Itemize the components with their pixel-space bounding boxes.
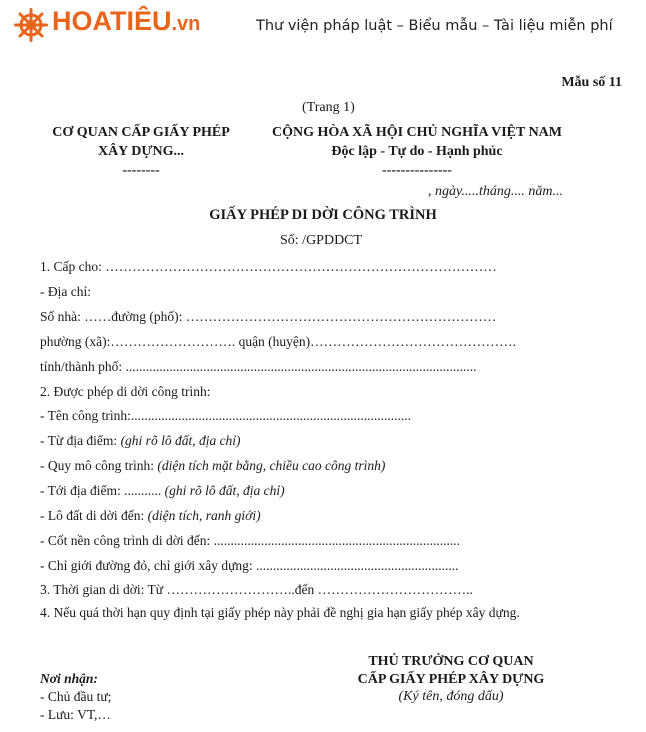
field-label: Số nhà: ……đường (phố):	[40, 309, 186, 324]
agency-line-1: CƠ QUAN CẤP GIẤY PHÉP	[52, 125, 230, 140]
field-label: - Lô đất di dời đến:	[40, 508, 148, 523]
form-field-line	[40, 408, 411, 424]
form-field-line	[40, 533, 460, 549]
form-field-line	[40, 334, 516, 350]
logo-main: HOATIÊU	[52, 6, 172, 36]
form-field-line	[40, 483, 285, 499]
field-hint: (diện tích mặt bằng, chiều cao công trình)	[157, 458, 386, 473]
field-dots: ……………………………………….	[310, 334, 517, 349]
field-label: 4. Nếu quá thời hạn quy định tại giấy phép này phải đề nghị gia hạn giấy phép xây dựng.	[40, 605, 520, 620]
field-dots: ……………………………………………………………	[185, 309, 497, 324]
signer-line-2: CẤP GIẤY PHÉP XÂY DỰNG	[357, 672, 545, 687]
page-label: (Trang 1)	[302, 100, 355, 115]
republic-line-2: Độc lập - Tự do - Hạnh phúc	[331, 144, 503, 159]
field-dots: ...................................................................................	[130, 408, 411, 423]
field-dots: ………………………..	[166, 582, 295, 597]
form-field-line	[40, 458, 385, 474]
form-field-line	[40, 605, 520, 621]
field-label: - Tới địa điểm: ...........	[40, 483, 165, 498]
field-hint: (ghi rõ lô đất, địa chỉ)	[120, 433, 241, 448]
field-label: 1. Cấp cho:	[40, 259, 106, 274]
field-label: 2. Được phép di dời công trình:	[40, 384, 211, 399]
field-hint: (ghi rõ lô đất, địa chỉ)	[164, 483, 285, 498]
recipients-heading: Nơi nhận:	[40, 671, 98, 686]
site-logo[interactable]	[52, 6, 200, 37]
field-label: 3. Thời gian di dời: Từ	[40, 582, 167, 597]
republic-rule: ---------------	[382, 163, 452, 178]
field-dots: ........................................................................................................	[125, 359, 477, 374]
field-label: - Cốt nền công trình di dời đến:	[40, 533, 214, 548]
form-field-line	[40, 359, 477, 375]
field-dots: ……………………………………………………………………………	[105, 259, 497, 274]
form-number: Mẫu số 11	[561, 75, 622, 90]
ship-wheel-icon	[14, 8, 48, 42]
recipient-item: - Lưu: VT,…	[40, 707, 111, 722]
signer-line-1: THỦ TRƯỞNG CƠ QUAN	[368, 654, 534, 669]
field-label: tỉnh/thành phố:	[40, 359, 126, 374]
field-label: - Từ địa điểm:	[40, 433, 121, 448]
recipients-block	[40, 670, 111, 724]
recipient-item: - Chủ đầu tư;	[40, 689, 112, 704]
logo-suffix: .vn	[171, 13, 201, 35]
form-field-line	[40, 508, 261, 524]
field-tail: đến ……………………………..	[294, 582, 473, 597]
form-field-line	[40, 309, 496, 325]
form-field-line	[40, 582, 473, 598]
field-hint: (diện tích, ranh giới)	[147, 508, 261, 523]
form-field-line	[40, 558, 459, 574]
signature-note: (Ký tên, đóng dấu)	[398, 689, 504, 704]
form-field-line	[40, 433, 241, 449]
date-line: , ngày.....tháng.... năm...	[428, 184, 563, 199]
field-dots: ............................................................	[256, 558, 459, 573]
site-header	[0, 0, 646, 58]
field-dots: .........................................................................	[213, 533, 460, 548]
field-label: - Quy mô công trình:	[40, 458, 158, 473]
form-field-line	[40, 284, 91, 300]
agency-rule: --------	[122, 163, 160, 178]
field-label: phường (xã):………………………. quận (huyện)	[40, 334, 311, 349]
national-motto	[258, 123, 576, 180]
field-label: - Tên công trình:	[40, 408, 131, 423]
signer-block	[340, 653, 562, 689]
form-field-line	[40, 384, 210, 400]
field-label: - Địa chỉ:	[40, 284, 91, 299]
document-number: Số: /GPDDCT	[280, 233, 363, 248]
field-label: - Chỉ giới đường đỏ, chỉ giới xây dựng:	[40, 558, 257, 573]
form-field-line	[40, 259, 497, 275]
agency-line-2: XÂY DỰNG...	[97, 144, 185, 159]
document-title: GIẤY PHÉP DI DỜI CÔNG TRÌNH	[209, 207, 437, 223]
issuing-agency	[43, 123, 239, 180]
republic-line-1: CỘNG HÒA XÃ HỘI CHỦ NGHĨA VIỆT NAM	[271, 125, 562, 140]
site-tagline: Thư viện pháp luật – Biểu mẫu – Tài liệu miễn phí	[256, 18, 613, 34]
